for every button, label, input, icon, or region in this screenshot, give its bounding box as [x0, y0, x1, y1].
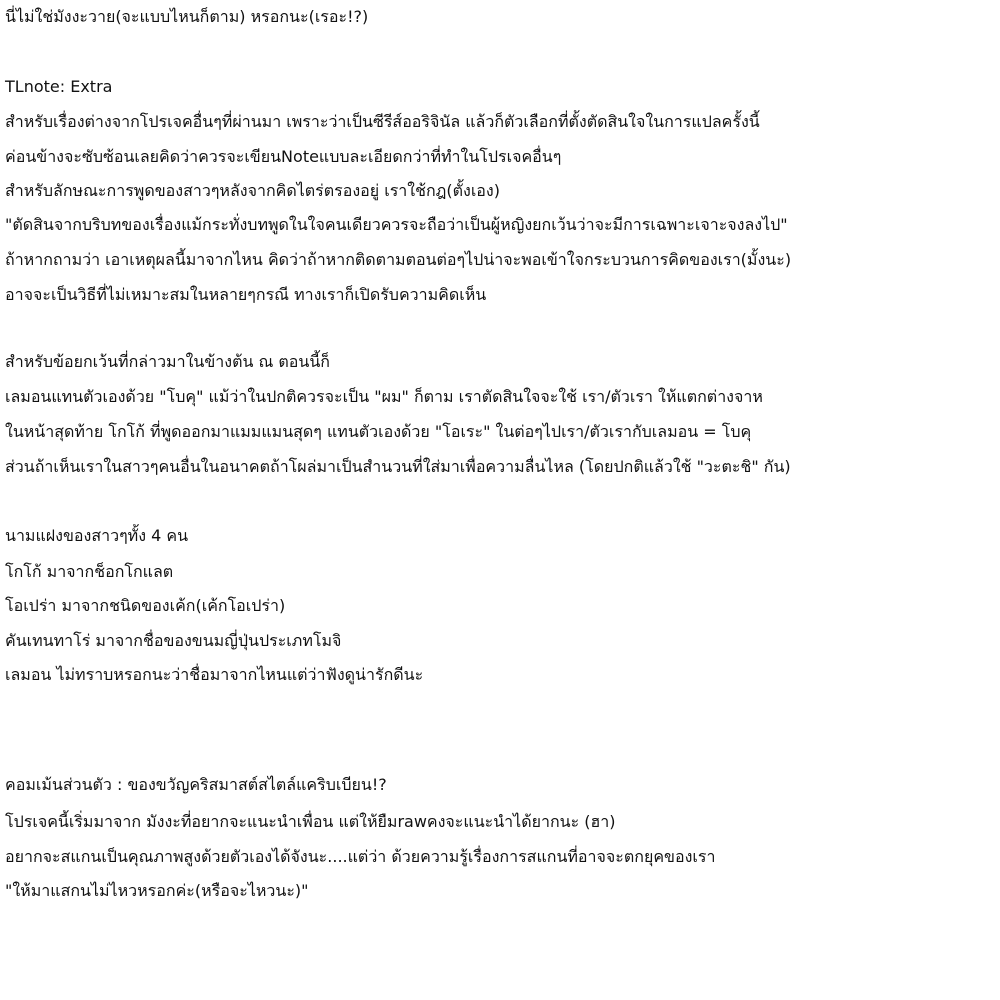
paragraph-line: นามแฝงของสาวๆทั้ง 4 คน: [5, 526, 189, 545]
paragraph-line: อยากจะสแกนเป็นคุณภาพสูงด้วยตัวเองได้จังนะ....แต่ว่า ด้วยความรู้เรื่องการสแกนที่อาจจะตกยุคของเรา: [5, 847, 716, 866]
paragraph-line: โกโก้ มาจากช็อกโกแลต: [5, 562, 174, 581]
tlnote-heading: TLnote: Extra: [5, 77, 113, 96]
paragraph-line: สำหรับเรื่องต่างจากโปรเจคอื่นๆที่ผ่านมา เพราะว่าเป็นซีรีส์ออริจินัล แล้วก็ตัวเลือกที่ตั้งตัดสินใจในการแปลครั้งนี้: [5, 112, 760, 131]
paragraph-line: คันเทนทาโร่ มาจากชื่อของขนมญี่ปุ่นประเภทโมจิ: [5, 631, 342, 650]
paragraph-line: เลมอนแทนตัวเองด้วย "โบคุ" แม้ว่าในปกติควรจะเป็น "ผม" ก็ตาม เราตัดสินใจจะใช้ เรา/ตัวเรา ให้แตกต่างจาห: [5, 387, 763, 406]
paragraph-line: โอเปร่า มาจากชนิดของเค้ก(เค้กโอเปร่า): [5, 596, 286, 615]
paragraph-line: คอมเม้นส่วนตัว : ของขวัญคริสมาสต์สไตล์แคริบเบียน!?: [5, 775, 387, 794]
paragraph-line: สำหรับลักษณะการพูดของสาวๆหลังจากคิดไตร่ตรองอยู่ เราใช้กฎ(ตั้งเอง): [5, 181, 500, 200]
document-title: นี่ไม่ใช่มังงะวาย(จะแบบไหนก็ตาม) หรอกนะ(เรอะ!?): [5, 7, 369, 26]
paragraph-line: ค่อนข้างจะซับซ้อนเลยคิดว่าควรจะเขียนNoteแบบละเอียดกว่าที่ทำในโปรเจคอื่นๆ: [5, 147, 562, 166]
paragraph-line: สำหรับข้อยกเว้นที่กล่าวมาในข้างต้น ณ ตอนนี้ก็: [5, 352, 330, 371]
paragraph-line: ถ้าหากถามว่า เอาเหตุผลนี้มาจากไหน คิดว่าถ้าหากติดตามตอนต่อๆไปน่าจะพอเข้าใจกระบวนการคิดของเรา(มั้งนะ): [5, 250, 792, 269]
paragraph-line: "ตัดสินจากบริบทของเรื่องแม้กระทั่งบทพูดในใจคนเดียวควรจะถือว่าเป็นผู้หญิงยกเว้นว่าจะมีการเฉพาะเจาะจงลงไป": [5, 215, 788, 234]
paragraph-line: เลมอน ไม่ทราบหรอกนะว่าชื่อมาจากไหนแต่ว่าฟังดูน่ารักดีนะ: [5, 665, 424, 684]
paragraph-line: อาจจะเป็นวิธีที่ไม่เหมาะสมในหลายๆกรณี ทางเราก็เปิดรับความคิดเห็น: [5, 285, 487, 304]
paragraph-line: โปรเจคนี้เริ่มมาจาก มังงะที่อยากจะแนะนำเพื่อน แต่ให้ยืมrawคงจะแนะนำได้ยากนะ (ฮา): [5, 812, 616, 831]
paragraph-line: "ให้มาแสกนไม่ไหวหรอกค่ะ(หรือจะไหวนะ)": [5, 881, 309, 900]
paragraph-line: ส่วนถ้าเห็นเราในสาวๆคนอื่นในอนาคตถ้าโผล่มาเป็นสำนวนที่ใส่มาเพื่อความลื่นไหล (โดยปกติแล้วใช้ "วะตะชิ" กัน): [5, 457, 791, 476]
paragraph-line: ในหน้าสุดท้าย โกโก้ ที่พูดออกมาแมมแมนสุดๆ แทนตัวเองด้วย "โอเระ" ในต่อๆไปเรา/ตัวเรากับเลมอน = โบคุ: [5, 422, 752, 441]
